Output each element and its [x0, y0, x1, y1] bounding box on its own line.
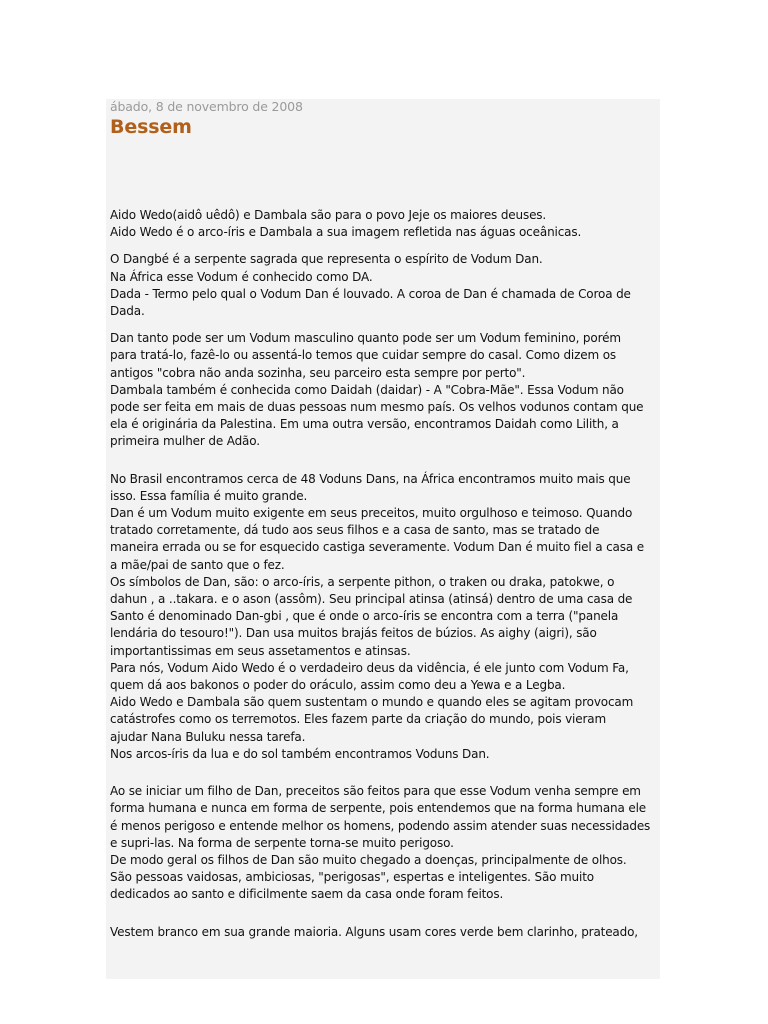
- text-line: São pessoas vaidosas, ambiciosas, "perigosas", espertas e inteligentes. São muito: [110, 870, 594, 885]
- paragraph-2: [110, 251, 658, 320]
- text-line: Para nós, Vodum Aido Wedo é o verdadeiro deus da vidência, é ele junto com Vodum Fa,: [110, 660, 629, 675]
- text-line: dedicados ao santo e dificilmente saem da casa onde foram feitos.: [110, 887, 504, 902]
- text-line: Os símbolos de Dan, são: o arco-íris, a serpente pithon, o traken ou draka, patokwe, o: [110, 574, 615, 589]
- text-line: Aido Wedo e Dambala são quem sustentam o mundo e quando eles se agitam provocam: [110, 695, 634, 710]
- paragraph-5: [110, 783, 658, 903]
- text-line: Aido Wedo é o arco-íris e Dambala a sua imagem refletida nas águas oceânicas.: [110, 225, 582, 240]
- text-line: para tratá-lo, fazê-lo ou assentá-lo temos que cuidar sempre do casal. Como dizem os: [110, 348, 616, 363]
- paragraph-3: [110, 330, 658, 450]
- text-line: Vestem branco em sua grande maioria. Alguns usam cores verde bem clarinho, prateado,: [110, 924, 638, 939]
- text-line: Aido Wedo(aidô uêdô) e Dambala são para o povo Jeje os maiores deuses.: [110, 208, 547, 222]
- text-line: forma humana e nunca em forma de serpente, pois entendemos que na forma humana ele: [110, 801, 646, 816]
- text-line: O Dangbé é a serpente sagrada que representa o espírito de Vodum Dan.: [110, 252, 543, 267]
- text-line: tratado corretamente, dá tudo aos seus filhos e a casa de santo, mas se tratado de: [110, 523, 600, 538]
- post-title: Bessem: [110, 116, 192, 138]
- text-line: quem dá aos bakonos o poder do oráculo, assim como deu a Yewa e a Legba.: [110, 678, 566, 693]
- text-line: De modo geral os filhos de Dan são muito chegado a doenças, principalmente de olhos.: [110, 852, 627, 867]
- text-line: dahun , a ..takara. e o ason (assôm). Seu principal atinsa (atinsá) dentro de uma casa de: [110, 592, 633, 607]
- text-line: é menos perigoso e entende melhor os homens, podendo assim atender suas necessidades: [110, 818, 651, 833]
- paragraph-4: [110, 471, 658, 763]
- text-line: a mãe/pai de santo que o fez.: [110, 557, 285, 572]
- text-line: Ao se iniciar um filho de Dan, preceitos são feitos para que esse Vodum venha sempre em: [110, 784, 641, 799]
- text-line: maneira errada ou se for esquecido castiga severamente. Vodum Dan é muito fiel a casa e: [110, 540, 644, 555]
- text-line: No Brasil encontramos cerca de 48 Voduns Dans, na África encontramos muito mais que: [110, 471, 631, 486]
- text-line: e supri-las. Na forma de serpente torna-se muito perigoso.: [110, 835, 454, 850]
- text-line: Dada.: [110, 304, 145, 319]
- text-line: Na África esse Vodum é conhecido como DA.: [110, 269, 373, 284]
- text-line: Santo é denominado Dan-gbi , que é onde o arco-íris se encontra com a terra ("panela: [110, 609, 619, 624]
- paragraph-6: [110, 924, 658, 941]
- text-line: Dan tanto pode ser um Vodum masculino quanto pode ser um Vodum feminino, porém: [110, 331, 621, 346]
- text-line: isso. Essa família é muito grande.: [110, 488, 308, 503]
- text-line: Dan é um Vodum muito exigente em seus preceitos, muito orgulhoso e teimoso. Quando: [110, 506, 633, 521]
- text-line: pode ser feita em mais de duas pessoas num mesmo país. Os velhos vodunos contam que: [110, 400, 644, 415]
- blog-post: [110, 99, 658, 951]
- paragraph-1: [110, 207, 658, 241]
- text-line: primeira mulher de Adão.: [110, 434, 260, 449]
- post-date: ábado, 8 de novembro de 2008: [110, 99, 303, 114]
- text-line: importantissimas em seus assetamentos e atinsas.: [110, 643, 411, 658]
- text-line: lendária do tesouro!"). Dan usa muitos brajás feitos de búzios. As aighy (aigri), são: [110, 626, 597, 641]
- text-line: Dada - Termo pelo qual o Vodum Dan é louvado. A coroa de Dan é chamada de Coroa de: [110, 286, 631, 301]
- text-line: ela é originária da Palestina. Em uma outra versão, encontramos Daidah como Lilith, a: [110, 417, 619, 432]
- text-line: antigos "cobra não anda sozinha, seu parceiro esta sempre por perto".: [110, 365, 526, 380]
- text-line: ajudar Nana Buluku nessa tarefa.: [110, 729, 306, 744]
- text-line: Dambala também é conhecida como Daidah (daidar) - A "Cobra-Mãe". Essa Vodum não: [110, 382, 624, 397]
- text-line: catástrofes como os terremotos. Eles fazem parte da criação do mundo, pois vieram: [110, 712, 606, 727]
- text-line: Nos arcos-íris da lua e do sol também encontramos Voduns Dan.: [110, 746, 490, 761]
